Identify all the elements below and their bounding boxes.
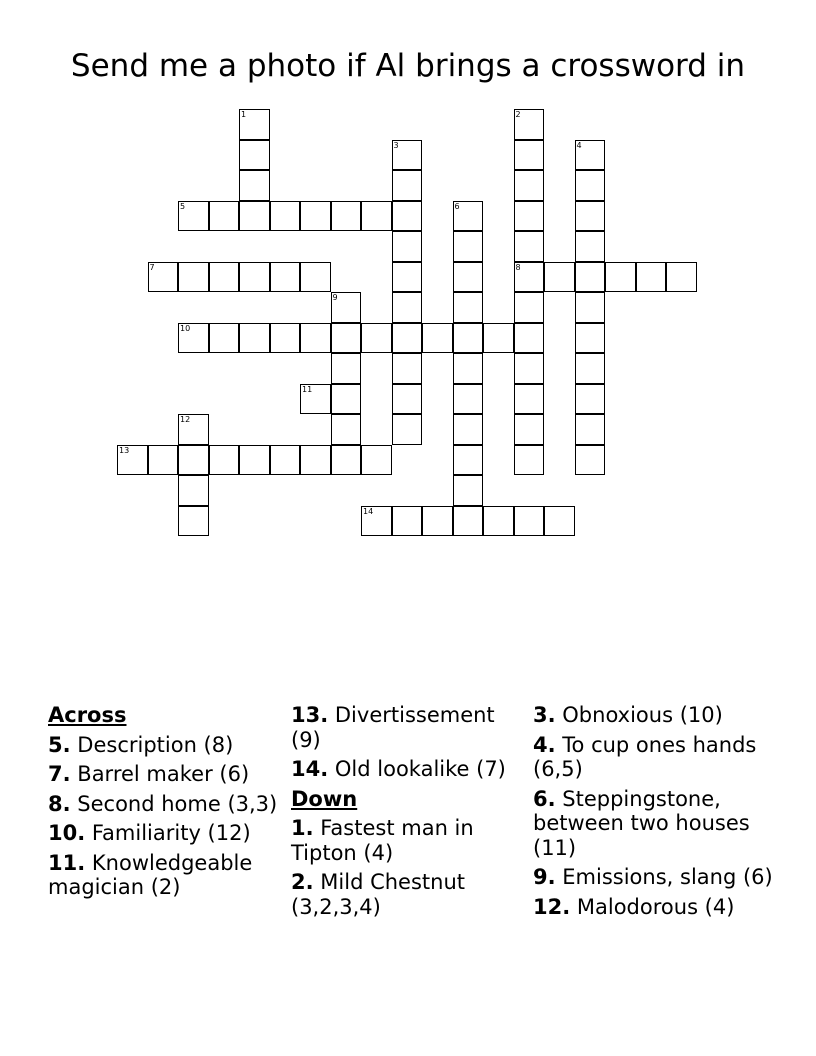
- grid-cell[interactable]: [483, 506, 514, 537]
- grid-cell[interactable]: [148, 445, 179, 476]
- grid-cell[interactable]: [605, 262, 636, 293]
- clue-down-6: 6. Steppingstone, between two houses (11): [533, 786, 750, 860]
- grid-cell[interactable]: [514, 292, 545, 323]
- clue-number: 14: [363, 506, 374, 516]
- grid-cell[interactable]: [392, 292, 423, 323]
- grid-cell[interactable]: [422, 323, 453, 354]
- grid-cell[interactable]: [361, 506, 392, 537]
- grid-cell[interactable]: [453, 231, 484, 262]
- clue-down-12: 12. Malodorous (4): [533, 894, 735, 919]
- clue-across-14: 14. Old lookalike (7): [291, 757, 506, 781]
- grid-cell[interactable]: [392, 384, 423, 415]
- clue-number: 9: [332, 293, 338, 302]
- clue-down-9: 9. Emissions, slang (6): [533, 865, 773, 889]
- grid-cell[interactable]: [392, 231, 423, 262]
- grid-cell[interactable]: [178, 262, 209, 293]
- grid-cell[interactable]: [514, 170, 545, 201]
- grid-cell[interactable]: [636, 262, 667, 293]
- grid-cell[interactable]: [392, 414, 423, 445]
- grid-cell[interactable]: [544, 262, 575, 293]
- grid-cell[interactable]: [300, 323, 331, 354]
- grid-cell[interactable]: [331, 201, 362, 232]
- grid-cell[interactable]: [453, 445, 484, 476]
- grid-cell[interactable]: [453, 506, 484, 537]
- grid-cell[interactable]: [178, 506, 209, 537]
- clue-number: 1: [241, 110, 247, 119]
- grid-cell[interactable]: [239, 323, 270, 354]
- grid-cell[interactable]: [239, 445, 270, 476]
- grid-cell[interactable]: [453, 262, 484, 293]
- grid-cell[interactable]: [514, 201, 545, 232]
- grid-cell[interactable]: [575, 140, 606, 171]
- grid-cell[interactable]: [239, 140, 270, 171]
- grid-cell[interactable]: [453, 384, 484, 415]
- grid-cell[interactable]: [392, 201, 423, 232]
- grid-cell[interactable]: [209, 445, 240, 476]
- grid-cell[interactable]: [514, 140, 545, 171]
- grid-cell[interactable]: [331, 292, 362, 323]
- grid-cell[interactable]: [453, 201, 484, 232]
- grid-cell[interactable]: [392, 170, 423, 201]
- grid-cell[interactable]: [300, 201, 331, 232]
- grid-cell[interactable]: [575, 170, 606, 201]
- page-title: Send me a photo if Al brings a crossword in: [70, 48, 746, 84]
- grid-cell[interactable]: [300, 445, 331, 476]
- grid-cell[interactable]: [514, 384, 545, 415]
- grid-cell[interactable]: [300, 384, 331, 415]
- grid-cell[interactable]: [575, 414, 606, 445]
- grid-cell[interactable]: [392, 353, 423, 384]
- clue-number: 11: [302, 384, 313, 394]
- grid-cell[interactable]: [514, 323, 545, 354]
- clue-number: 12: [180, 415, 191, 424]
- grid-cell[interactable]: [270, 445, 301, 476]
- grid-cell[interactable]: [483, 323, 514, 354]
- grid-cell[interactable]: [239, 109, 270, 140]
- grid-cell[interactable]: [514, 262, 545, 293]
- grid-cell[interactable]: [270, 323, 301, 354]
- grid-cell[interactable]: [514, 445, 545, 476]
- grid-cell[interactable]: [239, 170, 270, 201]
- clue-across-10: 10. Familiarity (12): [48, 821, 251, 845]
- clue-column-2: [291, 703, 521, 924]
- grid-cell[interactable]: [453, 323, 484, 354]
- grid-cell[interactable]: [270, 262, 301, 293]
- clue-down-1: 1. Fastest man in Tipton (4): [291, 816, 474, 865]
- grid-cell[interactable]: [514, 231, 545, 262]
- grid-cell[interactable]: [239, 262, 270, 293]
- grid-cell[interactable]: [666, 262, 697, 293]
- clue-number: 2: [515, 110, 521, 119]
- clue-number: 6: [454, 201, 460, 211]
- clue-column-1: [48, 703, 278, 905]
- grid-cell[interactable]: [300, 262, 331, 293]
- grid-cell[interactable]: [575, 231, 606, 262]
- grid-cell[interactable]: [392, 506, 423, 537]
- grid-cell[interactable]: [575, 353, 606, 384]
- grid-cell[interactable]: [209, 262, 240, 293]
- grid-cell[interactable]: [575, 445, 606, 476]
- grid-cell[interactable]: [575, 262, 606, 293]
- clue-down-2: 2. Mild Chestnut (3,2,3,4): [291, 870, 465, 919]
- grid-cell[interactable]: [392, 140, 423, 171]
- grid-cell[interactable]: [514, 414, 545, 445]
- grid-cell[interactable]: [422, 506, 453, 537]
- grid-cell[interactable]: [453, 292, 484, 323]
- grid-cell[interactable]: [514, 506, 545, 537]
- down-heading: Down: [291, 786, 358, 811]
- grid-cell[interactable]: [148, 262, 179, 293]
- grid-cell[interactable]: [178, 323, 209, 354]
- grid-cell[interactable]: [361, 323, 392, 354]
- grid-cell[interactable]: [178, 475, 209, 506]
- grid-cell[interactable]: [514, 109, 545, 140]
- grid-cell[interactable]: [575, 201, 606, 232]
- grid-cell[interactable]: [392, 323, 423, 354]
- grid-cell[interactable]: [117, 445, 148, 476]
- grid-cell[interactable]: [544, 506, 575, 537]
- grid-cell[interactable]: [209, 201, 240, 232]
- grid-cell[interactable]: [453, 475, 484, 506]
- clue-number: 5: [180, 201, 186, 211]
- clue-number: 7: [149, 262, 155, 272]
- clue-across-5: 5. Description (8): [48, 732, 234, 757]
- grid-cell[interactable]: [453, 353, 484, 384]
- clue-number: 4: [576, 140, 582, 150]
- clue-down-3: 3. Obnoxious (10): [533, 703, 723, 727]
- clue-column-3: [533, 703, 773, 924]
- grid-cell[interactable]: [575, 323, 606, 354]
- clue-down-4: 4. To cup ones hands (6,5): [533, 732, 757, 781]
- grid-cell[interactable]: [453, 414, 484, 445]
- grid-cell[interactable]: [331, 353, 362, 384]
- grid-cell[interactable]: [178, 445, 209, 476]
- grid-cell[interactable]: [239, 201, 270, 232]
- clue-number: 13: [119, 445, 130, 455]
- grid-cell[interactable]: [331, 414, 362, 445]
- across-heading: Across: [48, 703, 127, 727]
- grid-cell[interactable]: [514, 353, 545, 384]
- grid-cell[interactable]: [270, 201, 301, 232]
- clue-across-7: 7. Barrel maker (6): [48, 762, 250, 786]
- grid-cell[interactable]: [178, 414, 209, 445]
- clue-across-13: 13. Divertissement (9): [291, 703, 495, 752]
- grid-cell[interactable]: [361, 201, 392, 232]
- grid-cell[interactable]: [331, 384, 362, 415]
- clue-across-11: 11. Knowledgeable magician (2): [48, 850, 253, 899]
- grid-cell[interactable]: [331, 445, 362, 476]
- grid-cell[interactable]: [178, 201, 209, 232]
- grid-cell[interactable]: [331, 323, 362, 354]
- grid-cell[interactable]: [575, 384, 606, 415]
- grid-cell[interactable]: [209, 323, 240, 354]
- grid-cell[interactable]: [392, 262, 423, 293]
- clue-number: 3: [393, 140, 399, 150]
- clue-number: 8: [515, 262, 521, 272]
- grid-cell[interactable]: [361, 445, 392, 476]
- clue-across-8: 8. Second home (3,3): [48, 791, 278, 816]
- grid-cell[interactable]: [575, 292, 606, 323]
- clue-number: 10: [180, 323, 191, 333]
